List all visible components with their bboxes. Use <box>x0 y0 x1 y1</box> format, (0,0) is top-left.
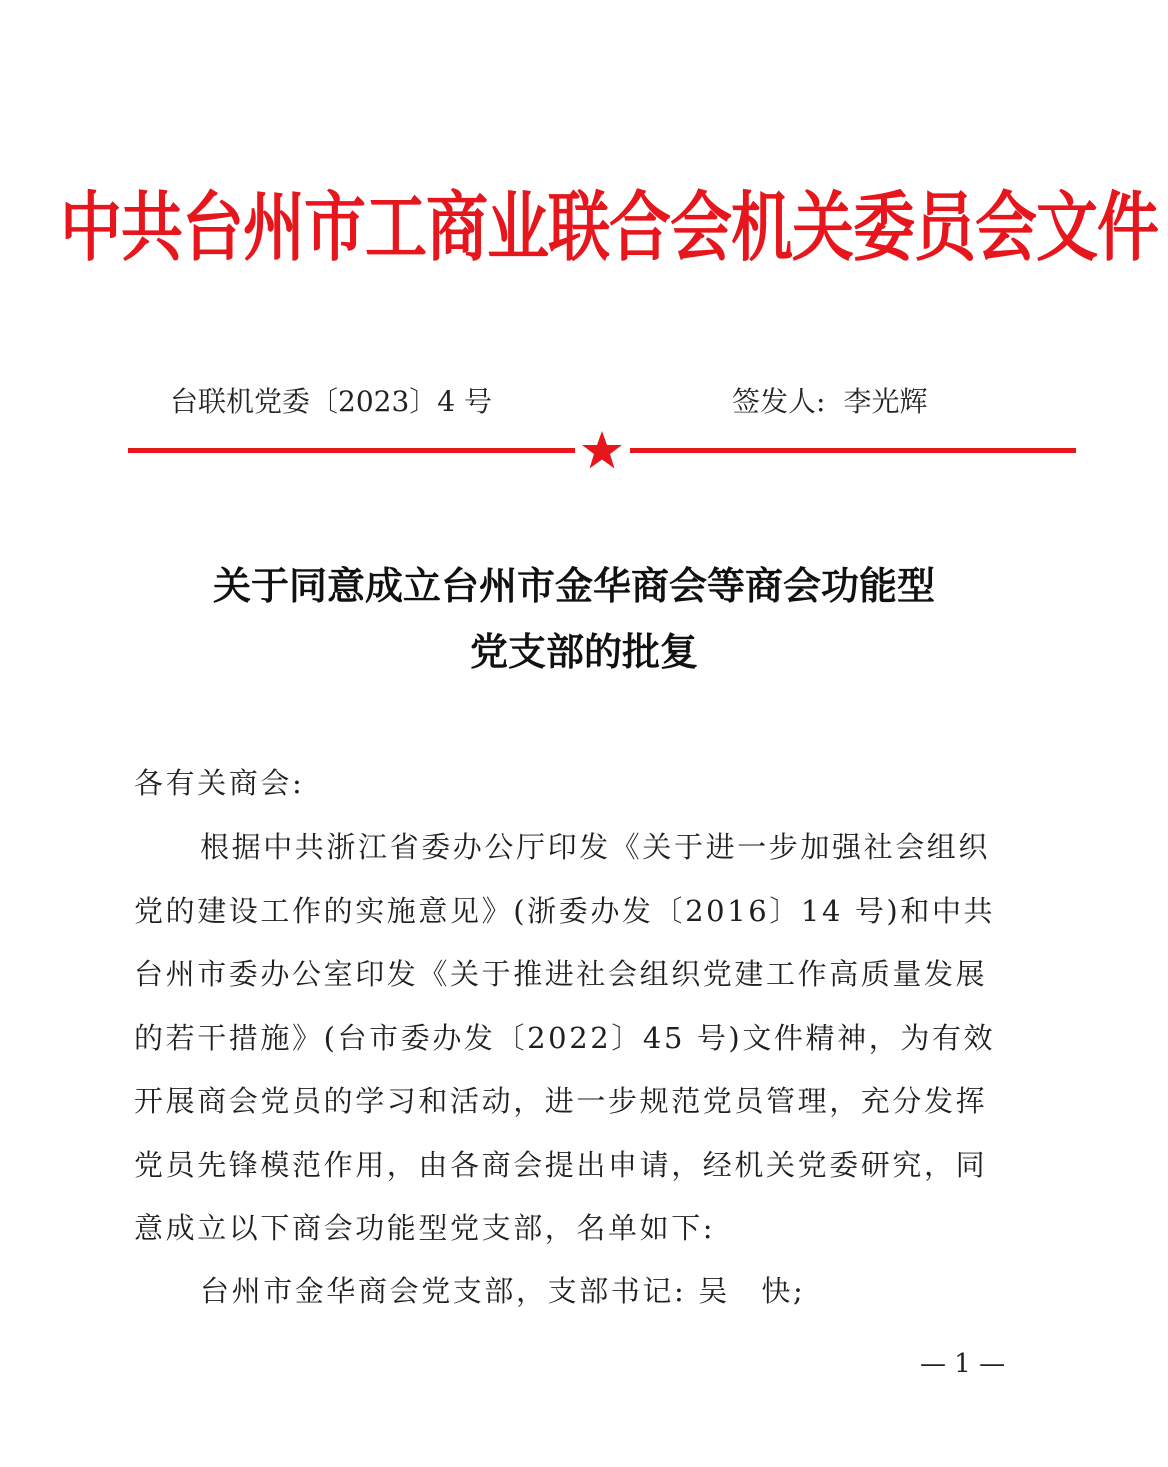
paragraph-line: 党员先锋模范作用，由各商会提出申请，经机关党委研究，同 <box>134 1147 988 1182</box>
paragraph-line: 根据中共浙江省委办公厅印发《关于进一步加强社会组织 <box>200 830 991 864</box>
paragraph-line: 台州市委办公室印发《关于推进社会组织党建工作高质量发展 <box>134 957 988 991</box>
paragraph-line: 党的建设工作的实施意见》(浙委办发〔2016〕14 号)和中共 <box>134 893 996 928</box>
branch-list-item: 台州市金华商会党支部，支部书记: 吴 快; <box>200 1274 806 1308</box>
signer-label: 签发人: <box>732 385 826 418</box>
red-star-icon <box>581 430 623 470</box>
paragraph-line: 开展商会党员的学习和活动，进一步规范党员管理，充分发挥 <box>134 1084 988 1118</box>
red-divider-left <box>128 448 575 453</box>
signer <box>732 380 927 424</box>
red-divider-right <box>630 448 1076 453</box>
paragraph-line: 意成立以下商会功能型党支部，名单如下: <box>134 1211 716 1245</box>
body-paragraph <box>134 816 1034 1261</box>
document-title-line-1: 关于同意成立台州市金华商会等商会功能型 <box>212 563 935 608</box>
salutation: 各有关商会: <box>134 766 305 800</box>
masthead-title: 中共台州市工商业联合会机关委员会文件 <box>60 182 1159 272</box>
document-number: 台联机党委〔2023〕4 号 <box>170 385 492 418</box>
page-number: — 1 — <box>920 1349 1006 1379</box>
document-title-line-2: 党支部的批复 <box>469 629 698 674</box>
paragraph-line: 的若干措施》(台市委办发〔2022〕45 号)文件精神，为有效 <box>134 1020 996 1055</box>
signer-name: 李光辉 <box>843 385 928 418</box>
